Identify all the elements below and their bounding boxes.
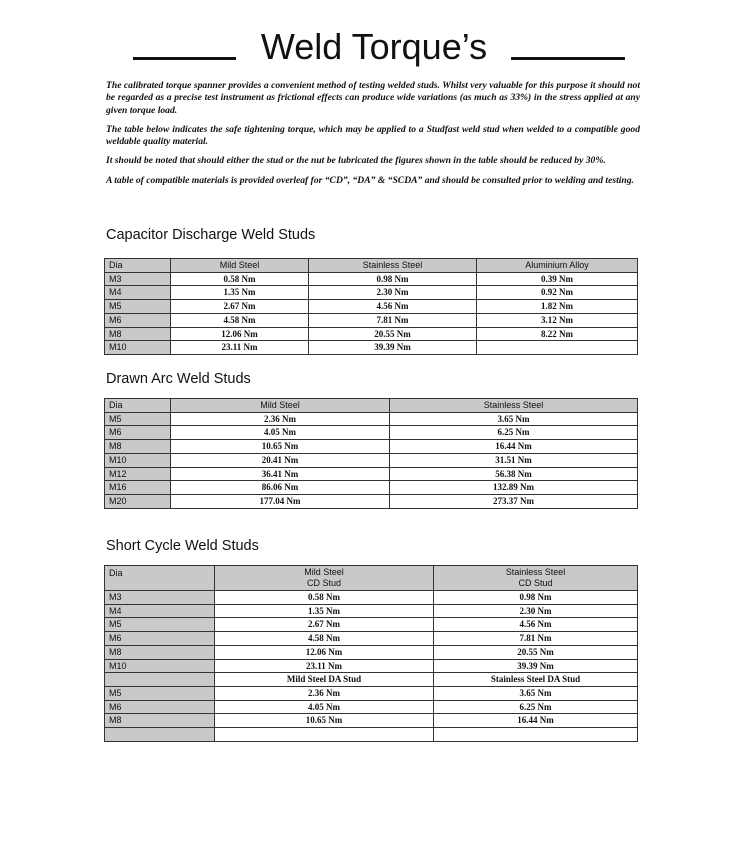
column-header: Dia [105, 399, 171, 413]
intro-paragraph: The calibrated torque spanner provides a convenient method of testing welded studs. Whilst very valuable for this purpose it should not be regarded as a precise test instrument as frictional effects can produce wide variations (as much as 33%) in the stress applied at any given torque load. [106, 80, 640, 116]
table-row [105, 467, 638, 481]
title-row [0, 24, 740, 74]
table-cell: M16 [105, 481, 171, 495]
table-cell: 7.81 Nm [434, 632, 638, 646]
table-cell: 0.58 Nm [215, 591, 434, 605]
table-cell: 3.65 Nm [434, 686, 638, 700]
table-cell: M4 [105, 286, 171, 300]
table-cell: M10 [105, 659, 215, 673]
table-cell [434, 728, 638, 742]
table-header-row [105, 259, 638, 273]
table-row [105, 300, 638, 314]
table-cell: M10 [105, 453, 171, 467]
drawn-arc-section-title: Drawn Arc Weld Studs [106, 371, 251, 387]
table-cell: 20.41 Nm [171, 453, 390, 467]
table-cell: 2.30 Nm [434, 604, 638, 618]
table-cell: 177.04 Nm [171, 494, 390, 508]
table-cell: M3 [105, 272, 171, 286]
table-cell: 56.38 Nm [390, 467, 638, 481]
table-cell: M5 [105, 686, 215, 700]
table-cell: M20 [105, 494, 171, 508]
table-cell: M8 [105, 440, 171, 454]
table-cell: 86.06 Nm [171, 481, 390, 495]
capacitor-torque-table [104, 258, 638, 355]
table-cell: 12.06 Nm [215, 645, 434, 659]
table-row [105, 481, 638, 495]
table-cell [477, 341, 638, 355]
table-row [105, 645, 638, 659]
table-row [105, 494, 638, 508]
table-cell: 12.06 Nm [171, 327, 309, 341]
column-header: Dia [105, 566, 215, 591]
table-cell: 3.65 Nm [390, 412, 638, 426]
table-cell: M8 [105, 327, 171, 341]
intro-paragraph: The table below indicates the safe tightening torque, which may be applied to a Studfast weld stud when welded to a compatible good weldable quality material. [106, 123, 640, 148]
table-cell: 7.81 Nm [309, 313, 477, 327]
column-subheader: Mild Steel DA Stud [215, 673, 434, 687]
table-cell: M10 [105, 341, 171, 355]
title-rule-right [511, 57, 625, 60]
table-cell [105, 673, 215, 687]
column-header [215, 566, 434, 591]
short-cycle-torque-table [104, 565, 638, 742]
table-row [105, 686, 638, 700]
header-line: CD Stud [518, 578, 553, 588]
table-cell: 23.11 Nm [215, 659, 434, 673]
intro-text [106, 80, 640, 194]
table-cell: 16.44 Nm [390, 440, 638, 454]
table-cell: 0.98 Nm [309, 272, 477, 286]
table-cell: M8 [105, 645, 215, 659]
table-row [105, 412, 638, 426]
table-row [105, 272, 638, 286]
capacitor-section-title: Capacitor Discharge Weld Studs [106, 227, 316, 243]
table-row [105, 700, 638, 714]
table-cell: 16.44 Nm [434, 714, 638, 728]
table-cell: M5 [105, 618, 215, 632]
table-cell: 4.58 Nm [171, 313, 309, 327]
table-cell: 2.36 Nm [215, 686, 434, 700]
column-header: Stainless Steel [390, 399, 638, 413]
table-row [105, 604, 638, 618]
table-row [105, 632, 638, 646]
table-row [105, 714, 638, 728]
table-row [105, 659, 638, 673]
column-header: Mild Steel [171, 259, 309, 273]
table-cell: 39.39 Nm [434, 659, 638, 673]
table-cell: M3 [105, 591, 215, 605]
table-cell: 4.05 Nm [171, 426, 390, 440]
table-cell: 20.55 Nm [309, 327, 477, 341]
table-row [105, 728, 638, 742]
header-line: CD Stud [306, 578, 341, 588]
table-cell: 132.89 Nm [390, 481, 638, 495]
table-cell: 3.12 Nm [477, 313, 638, 327]
table-cell: 0.98 Nm [434, 591, 638, 605]
table-cell: 1.35 Nm [215, 604, 434, 618]
table-cell: 4.58 Nm [215, 632, 434, 646]
table-row [105, 591, 638, 605]
table-cell: M6 [105, 632, 215, 646]
table-cell [215, 728, 434, 742]
table-row [105, 286, 638, 300]
intro-paragraph: A table of compatible materials is provided overleaf for “CD”, “DA” & “SCDA” and should be consulted prior to welding and testing. [106, 174, 634, 186]
table-row [105, 453, 638, 467]
table-cell: 2.30 Nm [309, 286, 477, 300]
table-cell: 0.39 Nm [477, 272, 638, 286]
table-cell: M6 [105, 700, 215, 714]
table-cell: 0.92 Nm [477, 286, 638, 300]
table-cell: 4.56 Nm [309, 300, 477, 314]
column-header: Stainless Steel [309, 259, 477, 273]
table-cell: 2.36 Nm [171, 412, 390, 426]
table-cell: 0.58 Nm [171, 272, 309, 286]
column-header: Aluminium Alloy [477, 259, 638, 273]
table-cell: 23.11 Nm [171, 341, 309, 355]
table-cell: 4.56 Nm [434, 618, 638, 632]
table-cell: 4.05 Nm [215, 700, 434, 714]
table-cell: 20.55 Nm [434, 645, 638, 659]
page-title: Weld Torque’s [260, 26, 488, 67]
table-row [105, 618, 638, 632]
table-row [105, 426, 638, 440]
table-cell: 36.41 Nm [171, 467, 390, 481]
table-row [105, 341, 638, 355]
table-cell: M6 [105, 426, 171, 440]
table-row [105, 327, 638, 341]
column-subheader: Stainless Steel DA Stud [434, 673, 638, 687]
table-cell: 1.82 Nm [477, 300, 638, 314]
column-header: Mild Steel [171, 399, 390, 413]
table-cell: M4 [105, 604, 215, 618]
table-cell: 1.35 Nm [171, 286, 309, 300]
table-cell: 6.25 Nm [434, 700, 638, 714]
table-subheader-row [105, 673, 638, 687]
table-cell: 8.22 Nm [477, 327, 638, 341]
title-rule-left [133, 57, 236, 60]
table-cell: M6 [105, 313, 171, 327]
short-cycle-section-title: Short Cycle Weld Studs [106, 538, 259, 554]
header-line: Mild Steel [304, 567, 344, 577]
table-cell: 6.25 Nm [390, 426, 638, 440]
table-cell: 2.67 Nm [215, 618, 434, 632]
table-cell: M8 [105, 714, 215, 728]
intro-paragraph: It should be noted that should either the stud or the nut be lubricated the figures shown in the table should be reduced by 30%. [106, 155, 606, 167]
table-header-row [105, 566, 638, 591]
column-header [434, 566, 638, 591]
table-cell: 2.67 Nm [171, 300, 309, 314]
table-cell: 273.37 Nm [390, 494, 638, 508]
table-cell: 10.65 Nm [171, 440, 390, 454]
table-cell: M5 [105, 300, 171, 314]
column-header: Dia [105, 259, 171, 273]
table-cell: M5 [105, 412, 171, 426]
table-cell: 31.51 Nm [390, 453, 638, 467]
table-cell: M12 [105, 467, 171, 481]
table-cell: 39.39 Nm [309, 341, 477, 355]
table-row [105, 313, 638, 327]
drawn-arc-torque-table [104, 398, 638, 509]
table-cell: 10.65 Nm [215, 714, 434, 728]
table-cell [105, 728, 215, 742]
header-line: Stainless Steel [505, 567, 566, 577]
table-row [105, 440, 638, 454]
table-header-row [105, 399, 638, 413]
